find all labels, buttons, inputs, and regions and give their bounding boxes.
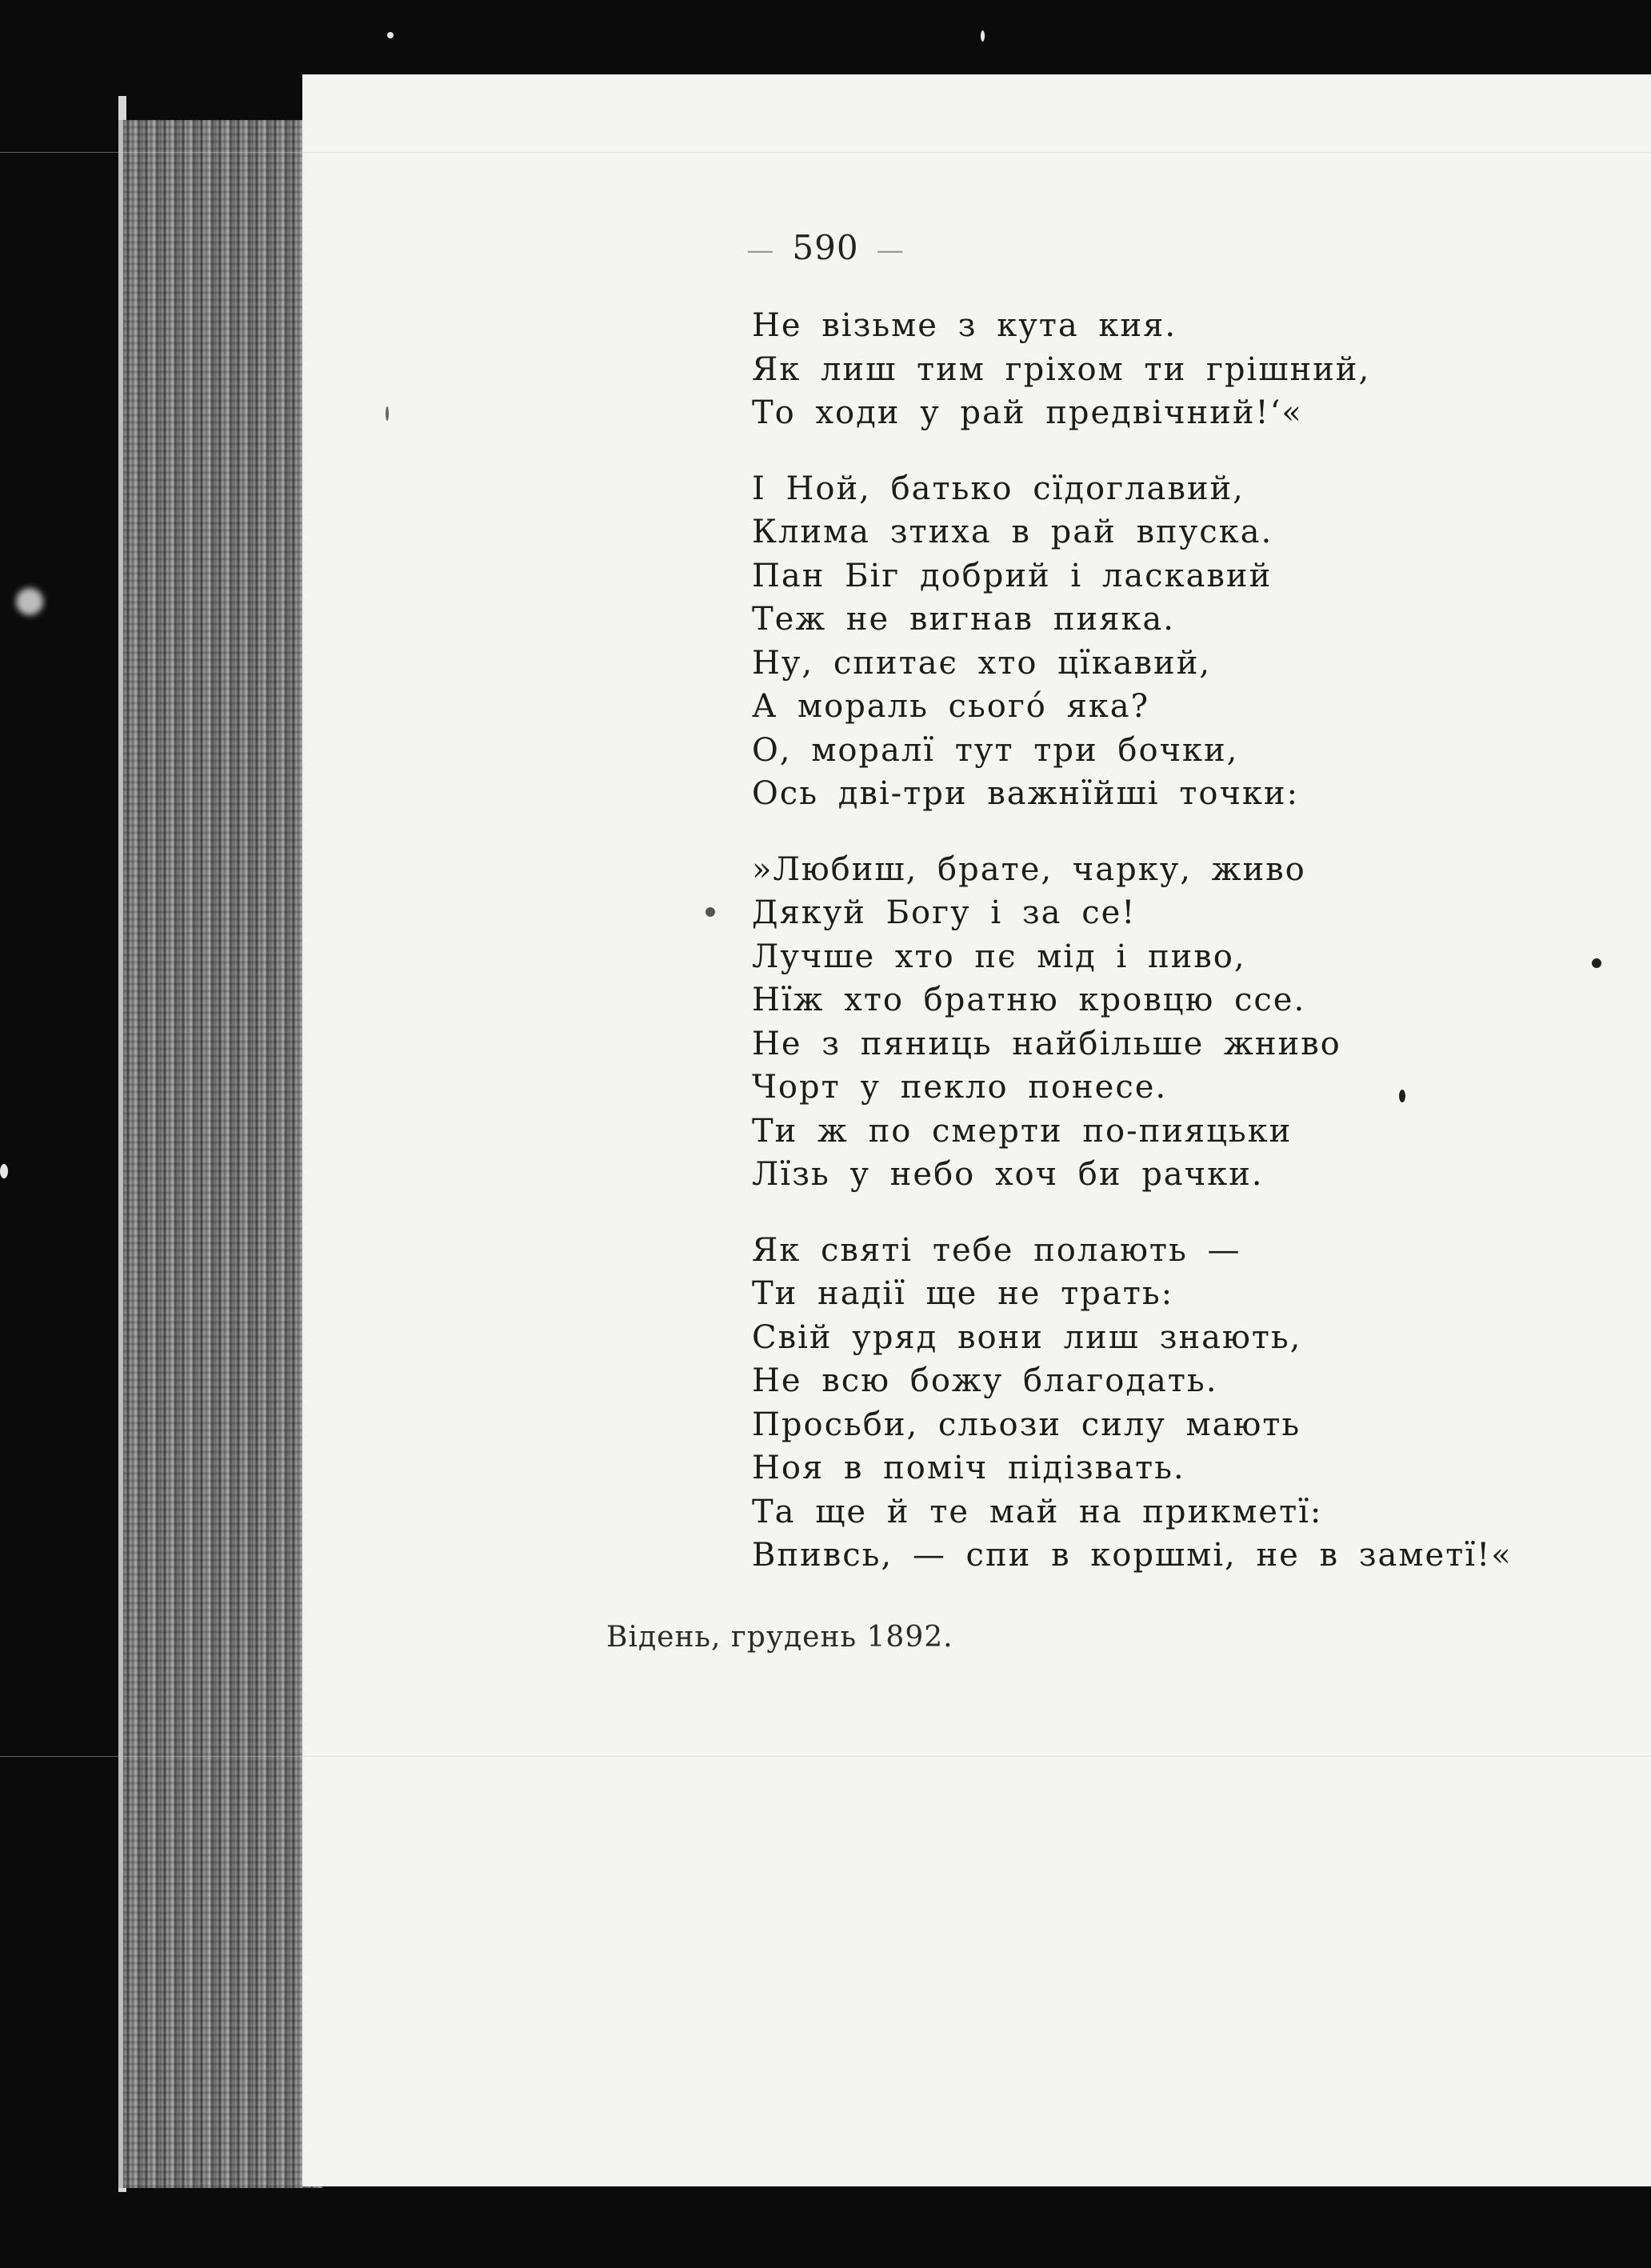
poem-line: Просьби, сльози силу мають [752,1406,1301,1443]
page-number [0,228,1651,267]
stanza [752,304,1552,435]
poem-line: Та ще й те май на прикметї: [752,1493,1323,1530]
book-page-edges [118,120,323,2188]
poem-line: Лїзь у небо хоч би рачки. [752,1156,1264,1193]
dust-speck [981,30,985,42]
poem-line: Пан Біг добрий і ласкавий [752,557,1273,594]
dust-speck [0,1164,8,1178]
poem-line: Свій уряд вони лиш знають, [752,1318,1302,1356]
poem [752,304,1552,1610]
stanza [752,467,1552,816]
page-number-value: 590 [792,228,859,267]
poem-line: Як святі тебе полають — [752,1231,1241,1269]
poem-line: Чорт у пекло понесе. [752,1069,1168,1106]
poem-line: Ноя в поміч підізвать. [752,1450,1185,1486]
stanza [752,1229,1552,1578]
poem-line: »Любиш, брате, чарку, живо [752,850,1306,888]
poem-line: Ось дві-три важнїйші точки: [752,775,1300,812]
poem-line: Впивсь, — спи в коршмі, не в заметї!« [752,1537,1513,1574]
poem-line: Теж не вигнав пияка. [752,601,1175,638]
poem-line: То ходи у рай предвічний!‘« [752,394,1303,431]
ink-speck [1592,958,1601,968]
ink-speck [1399,1090,1405,1102]
scan-line [0,152,1651,153]
page-number-dash-right: — [876,234,905,266]
poem-line: Як лиш тим гріхом ти грішний, [752,350,1371,388]
stanza [752,848,1552,1197]
poem-line: І Ной, батько сїдоглавий, [752,470,1245,507]
ink-speck [706,907,715,917]
scan-line [0,1756,1651,1757]
poem-line: Ти надії ще не трать: [752,1275,1174,1312]
poem-line: Не всю божу благодать. [752,1362,1218,1399]
poem-line: О, моралї тут три бочки, [752,731,1239,769]
poem-line: Клима зтиха в рай впуска. [752,514,1273,550]
poem-line: Ну, спитає хто цїкавий, [752,644,1212,682]
dust-speck [16,588,43,615]
poem-line: Лучше хто пє мід і пиво, [752,938,1246,975]
page-number-dash-left: — [746,234,775,266]
poem-line: А мораль сього́ яка? [752,688,1150,725]
dust-speck [387,32,394,38]
poem-line: Дякуй Богу і за се! [752,894,1137,931]
poem-line: Не з пяниць найбільше жниво [752,1025,1341,1062]
ink-speck [386,406,389,421]
signature-place-date: Відень, грудень 1892. [606,1621,953,1654]
poem-line: Нїж хто братню кровцю ссе. [752,982,1306,1018]
poem-line: Ти ж по смерти по-пияцьки [752,1112,1293,1150]
poem-line: Не візьме з кута кия. [752,307,1177,344]
